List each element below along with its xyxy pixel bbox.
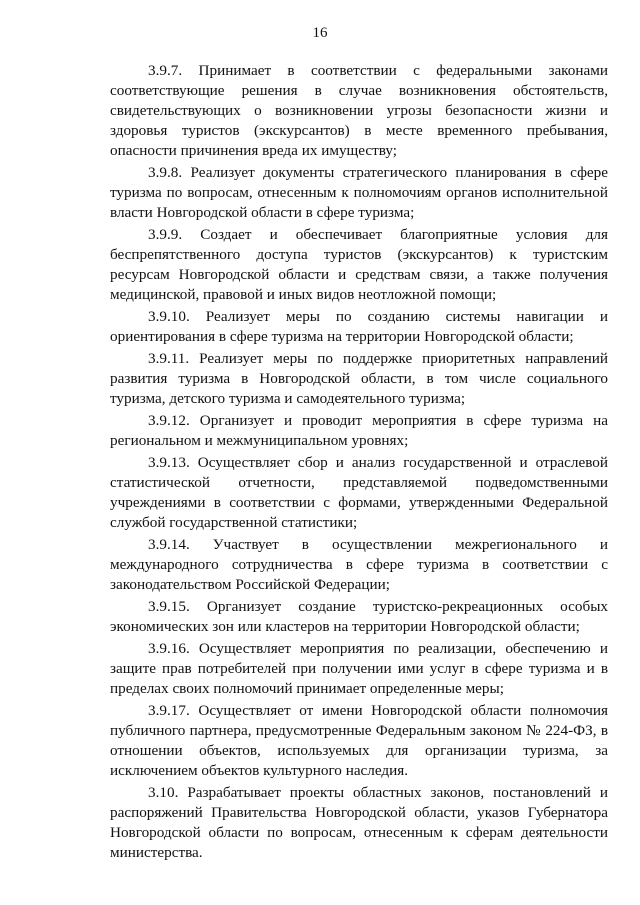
paragraph-3-9-17: 3.9.17. Осуществляет от имени Новгородской области полномочия публичного партнера, предусмотренные Федеральным законом № 224-ФЗ, в отношении объектов, используемых для организации туризма, за исключением объектов культурного наследия. (110, 702, 608, 779)
paragraph-3-9-15: 3.9.15. Организует создание туристско-рекреационных особых экономических зон или кластеров на территории Новгородской области; (110, 598, 608, 635)
paragraph-3-9-10: 3.9.10. Реализует меры по созданию системы навигации и ориентирования в сфере туризма на территории Новгородской области; (110, 308, 608, 345)
document-body (110, 61, 608, 865)
paragraph-3-9-9: 3.9.9. Создает и обеспечивает благоприятные условия для беспрепятственного доступа туристов (экскурсантов) к туристским ресурсам Новгородской области и средствам связи, а также получения медицинской, правовой и иных видов неотложной помощи; (110, 226, 608, 303)
paragraph-3-9-14: 3.9.14. Участвует в осуществлении межрегионального и международного сотрудничества в сфере туризма в соответствии с законодательством Российской Федерации; (110, 536, 608, 593)
paragraph-3-9-7: 3.9.7. Принимает в соответствии с федеральными законами соответствующие решения в случае возникновения обстоятельств, свидетельствующих о возникновении угрозы безопасности жизни и здоровья туристов (экскурсантов) в месте временного пребывания, опасности причинения вреда их имуществу; (110, 62, 608, 159)
page-number: 16 (312, 25, 328, 41)
paragraph-3-9-12: 3.9.12. Организует и проводит мероприятия в сфере туризма на региональном и межмуниципальном уровнях; (110, 412, 608, 449)
paragraph-3-10: 3.10. Разрабатывает проекты областных законов, постановлений и распоряжений Правительства Новгородской области, указов Губернатора Новгородской области по вопросам, отнесенным к сферам деятельности министерства. (110, 784, 608, 861)
paragraph-3-9-16: 3.9.16. Осуществляет мероприятия по реализации, обеспечению и защите прав потребителей при получении ими услуг в сфере туризма и в пределах своих полномочий принимает определенные меры; (110, 640, 608, 697)
paragraph-3-9-11: 3.9.11. Реализует меры по поддержке приоритетных направлений развития туризма в Новгородской области, в том числе социального туризма, детского туризма и самодеятельного туризма; (110, 350, 608, 407)
paragraph-3-9-8: 3.9.8. Реализует документы стратегического планирования в сфере туризма по вопросам, отнесенным к полномочиям органов исполнительной власти Новгородской области в сфере туризма; (110, 164, 608, 221)
paragraph-3-9-13: 3.9.13. Осуществляет сбор и анализ государственной и отраслевой статистической отчетности, представляемой подведомственными учреждениями в соответствии с формами, утвержденными Федеральной службой государственной статистики; (110, 454, 608, 531)
